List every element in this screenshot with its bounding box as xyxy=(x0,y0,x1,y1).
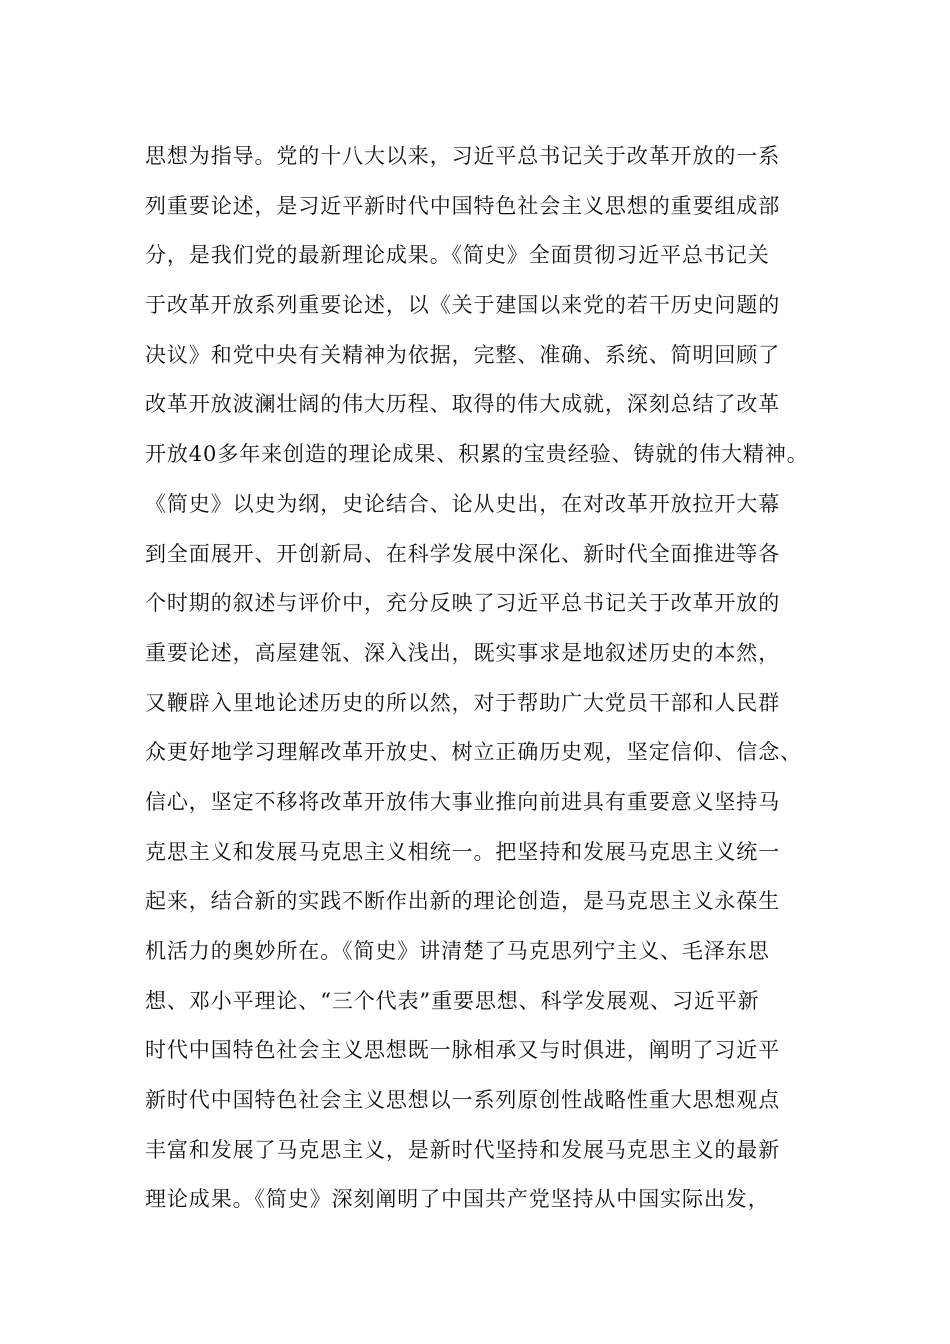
text-line: 克思主义和发展马克思主义相统一。把坚持和发展马克思主义统一 xyxy=(145,839,781,864)
text-line: 个时期的叙述与评价中，充分反映了习近平总书记关于改革开放的 xyxy=(145,591,781,616)
text-line: 于改革开放系列重要论述，以《关于建国以来党的若干历史问题的 xyxy=(145,293,781,318)
text-line: 又鞭辟入里地论述历史的所以然，对于帮助广大党员干部和人民群 xyxy=(145,690,781,715)
text-line: 信心，坚定不移将改革开放伟大事业推向前进具有重要意义坚持马 xyxy=(145,789,781,814)
text-line: 新时代中国特色社会主义思想以一系列原创性战略性重大思想观点 xyxy=(145,1088,781,1113)
text-line: 理论成果。《简史》深刻阐明了中国共产党坚持从中国实际出发， xyxy=(145,1187,770,1212)
text-line: 众更好地学习理解改革开放史、树立正确历史观，坚定信仰、信念、 xyxy=(145,740,802,765)
text-line: 开放40多年来创造的理论成果、积累的宝贵经验、铸就的伟大精神。 xyxy=(145,442,809,467)
text-line: 思想为指导。党的十八大以来，习近平总书记关于改革开放的一系 xyxy=(145,144,781,168)
text-line: 重要论述，高屋建瓴、深入浅出，既实事求是地叙述历史的本然， xyxy=(145,640,781,665)
text-line: 丰富和发展了马克思主义，是新时代坚持和发展马克思主义的最新 xyxy=(145,1137,781,1162)
text-line: 分，是我们党的最新理论成果。《简史》全面贯彻习近平总书记关 xyxy=(145,243,770,268)
text-line: 《简史》以史为纲，史论结合、论从史出，在对改革开放拉开大幕 xyxy=(145,491,781,516)
text-line: 改革开放波澜壮阔的伟大历程、取得的伟大成就，深刻总结了改革 xyxy=(145,392,781,417)
body-text xyxy=(145,132,835,1225)
text-line: 想、邓小平理论、“三个代表”重要思想、科学发展观、习近平新 xyxy=(145,988,760,1013)
text-line: 起来，结合新的实践不断作出新的理论创造，是马克思主义永葆生 xyxy=(145,889,781,914)
text-line: 决议》和党中央有关精神为依据，完整、准确、系统、简明回顾了 xyxy=(145,342,781,367)
text-line: 时代中国特色社会主义思想既一脉相承又与时俱进，阐明了习近平 xyxy=(145,1038,781,1063)
text-line: 到全面展开、开创新局、在科学发展中深化、新时代全面推进等各 xyxy=(145,541,781,566)
text-line: 列重要论述，是习近平新时代中国特色社会主义思想的重要组成部 xyxy=(145,193,781,218)
text-line: 机活力的奥妙所在。《简史》讲清楚了马克思列宁主义、毛泽东思 xyxy=(145,939,770,963)
